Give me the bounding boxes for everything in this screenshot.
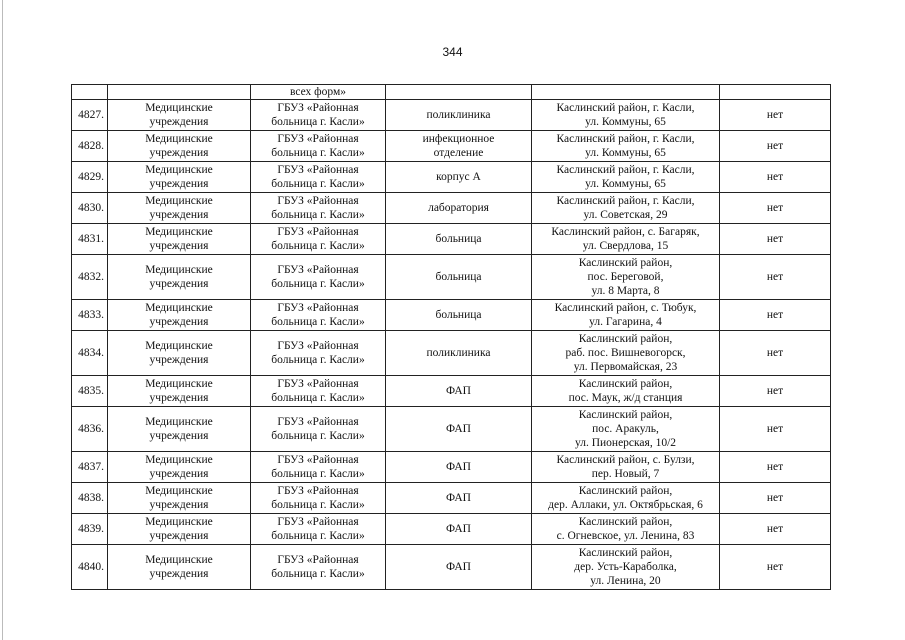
cell-owner [251, 300, 386, 331]
cell-status [720, 100, 831, 131]
cell-number [72, 193, 108, 224]
cell-number [72, 545, 108, 590]
table-row [72, 376, 831, 407]
table-row [72, 224, 831, 255]
cell-category [108, 255, 251, 300]
cell-address-text: Каслинский район, с. Тюбук, ул. Гагарина, 4 [554, 302, 697, 328]
cell-number-text: 4827. [78, 109, 104, 121]
cell-address [532, 224, 720, 255]
cell-object-text: больница [435, 233, 482, 245]
cell-category-text: Медицинские учреждения [145, 102, 213, 128]
cell-object [386, 85, 532, 100]
cell-object [386, 514, 532, 545]
cell-object [386, 331, 532, 376]
cell-status-text: нет [766, 492, 784, 504]
cell-owner-text: ГБУЗ «Районная больница г. Касли» [271, 226, 365, 252]
cell-status-text: нет [766, 140, 784, 152]
cell-number [72, 483, 108, 514]
cell-address-text: Каслинский район, пос. Маук, ж/д станция [568, 378, 683, 404]
cell-owner [251, 224, 386, 255]
cell-category-text: Медицинские учреждения [145, 195, 213, 221]
cell-owner [251, 193, 386, 224]
cell-address [532, 483, 720, 514]
cell-address-text: Каслинский район, г. Касли, ул. Коммуны, 65 [556, 102, 695, 128]
cell-category [108, 131, 251, 162]
registry-table [71, 84, 831, 590]
cell-category-text: Медицинские учреждения [145, 454, 213, 480]
page-edge-line [2, 0, 3, 640]
cell-status-text: нет [766, 461, 784, 473]
cell-category-text: Медицинские учреждения [145, 164, 213, 190]
cell-number-text: 4831. [78, 233, 104, 245]
cell-category [108, 514, 251, 545]
cell-address [532, 300, 720, 331]
cell-category [108, 331, 251, 376]
cell-address-text: Каслинский район, дер. Аллаки, ул. Октябрьская, 6 [548, 485, 703, 511]
cell-object-text: ФАП [446, 523, 471, 535]
cell-owner-text: ГБУЗ «Районная больница г. Касли» [271, 416, 365, 442]
cell-object [386, 376, 532, 407]
cell-category [108, 300, 251, 331]
cell-status-text: нет [766, 423, 784, 435]
cell-owner-text: ГБУЗ «Районная больница г. Касли» [271, 264, 365, 290]
cell-status-text: нет [766, 171, 784, 183]
cell-number [72, 331, 108, 376]
cell-address [532, 545, 720, 590]
cell-object-text: ФАП [446, 561, 471, 573]
cell-object-text: ФАП [446, 385, 471, 397]
cell-number [72, 100, 108, 131]
cell-object [386, 193, 532, 224]
cell-number [72, 376, 108, 407]
cell-object-text: поликлиника [426, 109, 491, 121]
cell-address [532, 255, 720, 300]
cell-category-text: Медицинские учреждения [145, 226, 213, 252]
cell-owner-text: ГБУЗ «Районная больница г. Касли» [271, 302, 365, 328]
cell-status-text: нет [766, 109, 784, 121]
table-row [72, 131, 831, 162]
cell-category-text: Медицинские учреждения [145, 133, 213, 159]
table-row [72, 545, 831, 590]
cell-owner [251, 131, 386, 162]
cell-category [108, 483, 251, 514]
cell-address-text: Каслинский район, раб. пос. Вишневогорск, ул. Первомайская, 23 [565, 333, 686, 373]
cell-owner-text: ГБУЗ «Районная больница г. Касли» [271, 195, 365, 221]
cell-status [720, 255, 831, 300]
cell-number-text: 4833. [78, 309, 104, 321]
cell-number [72, 131, 108, 162]
cell-address [532, 193, 720, 224]
cell-category-text: Медицинские учреждения [145, 416, 213, 442]
cell-number [72, 300, 108, 331]
cell-number-text: 4839. [78, 523, 104, 535]
cell-status [720, 545, 831, 590]
cell-status-text: нет [766, 271, 784, 283]
cell-category-text: Медицинские учреждения [145, 554, 213, 580]
cell-owner [251, 514, 386, 545]
cell-category-text: Медицинские учреждения [145, 516, 213, 542]
cell-owner [251, 545, 386, 590]
cell-object [386, 255, 532, 300]
cell-object-text: ФАП [446, 461, 471, 473]
cell-owner [251, 100, 386, 131]
cell-number [72, 514, 108, 545]
cell-object-text: лаборатория [428, 202, 489, 214]
cell-owner-text: ГБУЗ «Районная больница г. Касли» [271, 378, 365, 404]
cell-owner-text: ГБУЗ «Районная больница г. Касли» [271, 102, 365, 128]
cell-address [532, 331, 720, 376]
cell-owner-text: ГБУЗ «Районная больница г. Касли» [271, 164, 365, 190]
cell-owner [251, 331, 386, 376]
cell-number-text: 4829. [78, 171, 104, 183]
cell-owner [251, 407, 386, 452]
cell-object [386, 545, 532, 590]
cell-owner-text: ГБУЗ «Районная больница г. Касли» [271, 554, 365, 580]
cell-status [720, 162, 831, 193]
cell-object [386, 483, 532, 514]
cell-owner [251, 452, 386, 483]
cell-number [72, 255, 108, 300]
cell-number-text: 4828. [78, 140, 104, 152]
cell-number-text: 4837. [78, 461, 104, 473]
cell-category [108, 193, 251, 224]
cell-address-text: Каслинский район, с. Огневское, ул. Ленина, 83 [556, 516, 695, 542]
cell-object-text: больница [435, 271, 482, 283]
cell-category [108, 224, 251, 255]
cell-status [720, 193, 831, 224]
cell-number-text: 4838. [78, 492, 104, 504]
cell-status-text: нет [766, 202, 784, 214]
cell-number [72, 407, 108, 452]
cell-object-text: поликлиника [426, 347, 491, 359]
cell-status-text: нет [766, 233, 784, 245]
cell-number [72, 452, 108, 483]
cell-owner-text: ГБУЗ «Районная больница г. Касли» [271, 454, 365, 480]
cell-address [532, 407, 720, 452]
cell-owner-text: ГБУЗ «Районная больница г. Касли» [271, 340, 365, 366]
cell-status [720, 331, 831, 376]
cell-object [386, 224, 532, 255]
cell-status [720, 407, 831, 452]
cell-address [532, 376, 720, 407]
cell-object [386, 452, 532, 483]
registry-table-body [72, 85, 831, 590]
cell-address-text: Каслинский район, пос. Аракуль, ул. Пионерская, 10/2 [574, 409, 677, 449]
table-row [72, 255, 831, 300]
table-row [72, 193, 831, 224]
cell-number-text: 4836. [78, 423, 104, 435]
cell-address-text: Каслинский район, г. Касли, ул. Коммуны, 65 [556, 133, 695, 159]
cell-owner [251, 376, 386, 407]
cell-owner [251, 255, 386, 300]
cell-status-text: нет [766, 561, 784, 573]
cell-number-text: 4840. [78, 561, 104, 573]
cell-status-text: нет [766, 385, 784, 397]
cell-number [72, 224, 108, 255]
cell-number-text: 4832. [78, 271, 104, 283]
cell-number-text: 4835. [78, 385, 104, 397]
cell-number-text: 4834. [78, 347, 104, 359]
cell-category [108, 85, 251, 100]
cell-category-text: Медицинские учреждения [145, 302, 213, 328]
cell-address-text: Каслинский район, с. Багаряк, ул. Свердлова, 15 [551, 226, 700, 252]
cell-status [720, 514, 831, 545]
cell-owner [251, 162, 386, 193]
cell-object-text: инфекционное отделение [422, 133, 495, 159]
cell-category [108, 545, 251, 590]
cell-status-text: нет [766, 347, 784, 359]
cell-address [532, 85, 720, 100]
cell-address-text: Каслинский район, пос. Береговой, ул. 8 Марта, 8 [578, 257, 673, 297]
cell-address-text: Каслинский район, г. Касли, ул. Советская, 29 [556, 195, 695, 221]
cell-category-text: Медицинские учреждения [145, 378, 213, 404]
cell-address [532, 100, 720, 131]
table-row [72, 452, 831, 483]
cell-object-text: ФАП [446, 492, 471, 504]
cell-object [386, 162, 532, 193]
cell-object [386, 407, 532, 452]
cell-category [108, 376, 251, 407]
cell-address [532, 452, 720, 483]
cell-category [108, 407, 251, 452]
cell-address [532, 131, 720, 162]
table-row [72, 483, 831, 514]
cell-status [720, 376, 831, 407]
cell-owner-text: ГБУЗ «Районная больница г. Касли» [271, 516, 365, 542]
cell-status [720, 300, 831, 331]
cell-address-text: Каслинский район, с. Булзи, пер. Новый, 7 [556, 454, 695, 480]
cell-owner [251, 483, 386, 514]
cell-address [532, 514, 720, 545]
cell-status [720, 85, 831, 100]
cell-owner-text: ГБУЗ «Районная больница г. Касли» [271, 485, 365, 511]
cell-object [386, 131, 532, 162]
cell-address [532, 162, 720, 193]
table-row [72, 514, 831, 545]
page-number: 344 [442, 45, 463, 59]
cell-status [720, 224, 831, 255]
table-row [72, 100, 831, 131]
cell-status-text: нет [766, 309, 784, 321]
cell-category-text: Медицинские учреждения [145, 264, 213, 290]
table-row [72, 162, 831, 193]
cell-category [108, 100, 251, 131]
cell-object-text: больница [435, 309, 482, 321]
cell-object [386, 100, 532, 131]
cell-object-text: корпус А [436, 171, 481, 183]
table-row [72, 331, 831, 376]
table-row [72, 407, 831, 452]
cell-category [108, 452, 251, 483]
cell-status [720, 452, 831, 483]
cell-status [720, 483, 831, 514]
cell-owner-text: ГБУЗ «Районная больница г. Касли» [271, 133, 365, 159]
cell-number-text: 4830. [78, 202, 104, 214]
cell-category-text: Медицинские учреждения [145, 340, 213, 366]
cell-address-text: Каслинский район, г. Касли, ул. Коммуны, 65 [556, 164, 695, 190]
continuation-row [72, 85, 831, 100]
cell-object-text: ФАП [446, 423, 471, 435]
cell-address-text: Каслинский район, дер. Усть-Караболка, ул. Ленина, 20 [574, 547, 677, 587]
cell-number [72, 85, 108, 100]
cell-number [72, 162, 108, 193]
cell-owner: всех форм» [251, 85, 386, 100]
table-row [72, 300, 831, 331]
cell-status-text: нет [766, 523, 784, 535]
cell-category [108, 162, 251, 193]
cell-status [720, 131, 831, 162]
cell-category-text: Медицинские учреждения [145, 485, 213, 511]
cell-object [386, 300, 532, 331]
